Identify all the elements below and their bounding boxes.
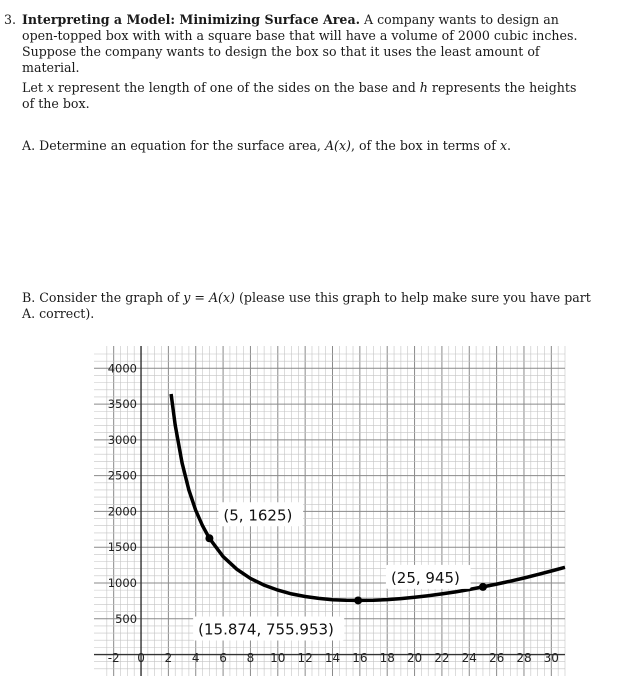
x-tick-label: 18 [379,651,395,666]
part-b-pre: B. Consider the graph of [22,290,184,305]
y-tick-label: 2000 [107,504,138,519]
y-tick-label: 3500 [107,397,138,412]
problem-text: A company wants to design an open-topped box with with a square base that will have a volume of 2000 cubic inches. Suppose the company wants to design the box so that it uses the least amount of material. [22,12,578,75]
point-marker [479,583,487,591]
x-tick-label: 28 [516,651,532,666]
part-b-eq: y = A(x) [183,290,235,305]
x-tick-label: 14 [324,651,341,666]
let-end: represents the heights of the box. [22,80,577,111]
x-tick-label: 4 [191,651,200,666]
x-tick-label: 30 [543,651,559,666]
problem-statement [4,12,594,76]
x-tick-label: 8 [246,651,255,666]
x-tick-label: 26 [488,651,505,666]
x-tick-label: 2 [164,651,173,666]
let-mid: represent the length of one of the sides on the base and [54,80,420,95]
part-a [22,138,592,154]
x-tick-label: 10 [270,651,286,666]
let-prefix: Let [22,80,47,95]
var-x: x [46,80,54,95]
x-tick-label: 16 [352,651,368,666]
point-marker [205,534,213,542]
y-tick-label: 1500 [107,540,138,555]
part-a-func: A(x) [324,138,351,153]
y-tick-label: 1000 [107,575,138,590]
surface-area-graph [60,330,570,690]
point-label: (15.874, 755.953) [198,620,334,639]
x-tick-label: -2 [107,651,120,666]
problem-title: Interpreting a Model: Minimizing Surface Area. [22,12,360,27]
y-tick-label: 4000 [107,361,138,376]
var-h: h [419,80,428,95]
x-tick-label: 24 [461,651,477,666]
x-tick-label: 20 [406,651,423,666]
point-label: (5, 1625) [223,506,293,525]
y-tick-label: 3000 [107,432,138,447]
part-b [22,290,592,322]
variable-definition [22,80,592,112]
x-tick-label: 12 [297,651,313,666]
part-b-post: (please use this graph to help make sure you have part A. correct). [22,290,591,321]
point-marker [354,596,362,604]
y-tick-label: 500 [115,611,138,626]
y-tick-label: 2500 [107,468,138,483]
problem-number: 3. [4,12,17,27]
x-tick-label: 6 [219,651,227,666]
x-tick-label: 0 [137,651,145,666]
part-a-mid: , of the box in terms of [350,138,500,153]
x-tick-label: 22 [434,651,450,666]
part-a-post: . [507,138,512,153]
part-a-pre: A. Determine an equation for the surface area, [22,138,325,153]
point-label: (25, 945) [390,568,460,587]
part-a-var: x [499,138,508,153]
